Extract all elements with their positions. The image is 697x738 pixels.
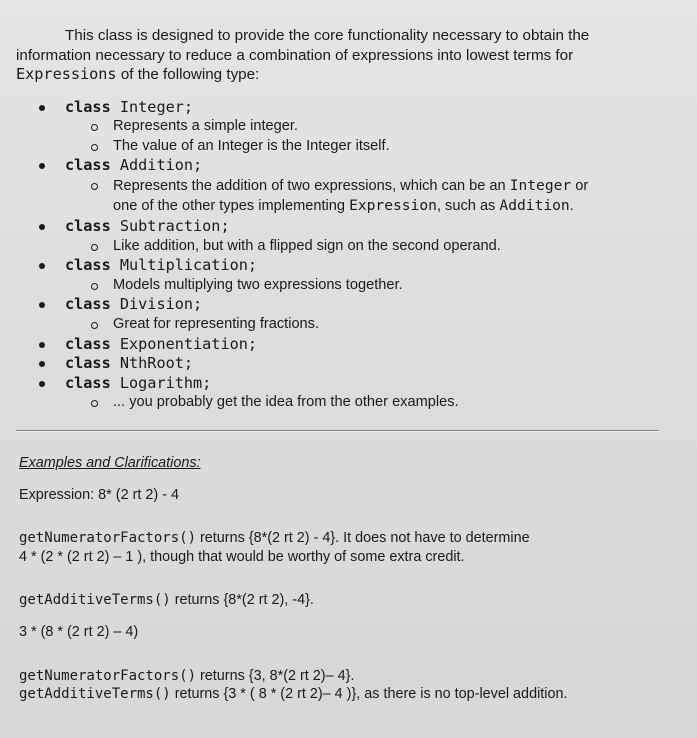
expression-2-line: 3 * (8 * (2 rt 2) – 4) bbox=[19, 623, 139, 640]
sub-item bbox=[65, 137, 677, 157]
method-name: getNumeratorFactors() bbox=[19, 667, 197, 684]
method-name: getAdditiveTerms() bbox=[19, 592, 171, 609]
class-keyword: class bbox=[65, 373, 111, 392]
example-1-line-1 bbox=[19, 529, 677, 548]
circle-bullet-icon bbox=[91, 124, 98, 131]
sub-item-text: Represents the addition of two expressions, which can be an bbox=[113, 177, 510, 194]
sub-item bbox=[65, 315, 677, 335]
class-name: Logarithm; bbox=[119, 373, 212, 392]
examples-section bbox=[16, 454, 677, 704]
sub-item-text: The value of an Integer is the Integer itself. bbox=[113, 137, 390, 154]
sub-item bbox=[65, 176, 677, 217]
class-item-integer bbox=[16, 98, 677, 157]
bullet-icon bbox=[39, 381, 45, 387]
expression-code: Expression bbox=[349, 197, 437, 215]
sub-item bbox=[65, 276, 677, 296]
example-text: returns {3, 8*(2 rt 2)– 4}. bbox=[196, 667, 355, 684]
class-keyword: class bbox=[65, 256, 111, 275]
bullet-icon bbox=[39, 361, 45, 367]
sub-item-text: Models multiplying two expressions together. bbox=[113, 276, 403, 293]
class-item-exponentiation bbox=[16, 335, 677, 355]
examples-heading: Examples and Clarifications: bbox=[19, 455, 201, 471]
circle-bullet-icon bbox=[91, 244, 98, 251]
sub-item-text: ... you probably get the idea from the other examples. bbox=[113, 394, 459, 411]
circle-bullet-icon bbox=[91, 144, 98, 151]
example-text: returns {8*(2 rt 2), -4}. bbox=[170, 592, 314, 609]
class-keyword: class bbox=[65, 217, 111, 236]
circle-bullet-icon bbox=[91, 183, 98, 190]
sub-item-text: Great for representing fractions. bbox=[113, 316, 320, 333]
sub-item bbox=[65, 393, 677, 413]
addition-code: Addition bbox=[499, 197, 570, 215]
class-name: Subtraction; bbox=[119, 217, 230, 236]
sub-item-text: Represents a simple integer. bbox=[113, 118, 298, 135]
intro-paragraph bbox=[16, 26, 677, 85]
class-name: NthRoot; bbox=[119, 354, 194, 373]
class-name: Addition; bbox=[119, 156, 203, 175]
class-item-logarithm bbox=[16, 374, 677, 413]
bullet-icon bbox=[39, 263, 45, 269]
circle-bullet-icon bbox=[91, 400, 98, 407]
class-keyword: class bbox=[65, 354, 111, 373]
cont-end: . bbox=[569, 198, 574, 215]
class-item-multiplication bbox=[16, 256, 677, 295]
class-name: Multiplication; bbox=[119, 256, 258, 275]
sub-list bbox=[65, 276, 677, 296]
class-list bbox=[16, 98, 677, 414]
intro-line-3-text: of the following type: bbox=[116, 66, 260, 83]
class-name: Integer; bbox=[119, 97, 194, 116]
class-keyword: class bbox=[65, 97, 111, 116]
sub-list bbox=[65, 176, 677, 217]
sub-list bbox=[65, 237, 677, 257]
example-4-line bbox=[19, 685, 677, 704]
sub-item-text: Like addition, but with a flipped sign on the second operand. bbox=[113, 237, 501, 254]
method-name: getNumeratorFactors() bbox=[19, 530, 197, 547]
expressions-code: Expressions bbox=[16, 65, 117, 83]
bullet-icon bbox=[39, 224, 45, 230]
horizontal-rule bbox=[16, 430, 659, 432]
class-name: Division; bbox=[119, 295, 203, 314]
sub-list bbox=[65, 393, 677, 413]
sub-item-continuation bbox=[113, 196, 677, 217]
example-1-line-2: 4 * (2 * (2 rt 2) – 1 ), though that would be worthy of some extra credit. bbox=[19, 548, 465, 565]
bullet-icon bbox=[39, 105, 45, 111]
circle-bullet-icon bbox=[91, 283, 98, 290]
class-item-nthroot bbox=[16, 354, 677, 374]
bullet-icon bbox=[39, 163, 45, 169]
circle-bullet-icon bbox=[91, 322, 98, 329]
sub-list bbox=[65, 117, 677, 156]
bullet-icon bbox=[39, 342, 45, 348]
intro-line-3 bbox=[16, 65, 677, 85]
method-name: getAdditiveTerms() bbox=[19, 686, 171, 703]
cont-mid: , such as bbox=[436, 198, 500, 215]
class-item-subtraction bbox=[16, 217, 677, 256]
sub-item-text-after: or bbox=[571, 177, 589, 194]
class-keyword: class bbox=[65, 334, 111, 353]
class-keyword: class bbox=[65, 156, 111, 175]
expression-line: Expression: 8* (2 rt 2) - 4 bbox=[19, 486, 179, 503]
example-text: returns {8*(2 rt 2) - 4}. It does not have to determine bbox=[196, 530, 530, 547]
sub-list bbox=[65, 315, 677, 335]
example-3-line bbox=[19, 667, 677, 686]
class-item-addition bbox=[16, 156, 677, 217]
intro-line-2: information necessary to reduce a combination of expressions into lowest terms for bbox=[16, 46, 574, 64]
example-text: returns {3 * ( 8 * (2 rt 2)– 4 )}, as there is no top-level addition. bbox=[170, 686, 568, 703]
example-2-line bbox=[19, 591, 677, 610]
sub-item bbox=[65, 117, 677, 137]
intro-line-1: This class is designed to provide the core functionality necessary to obtain the bbox=[65, 27, 590, 44]
class-name: Exponentiation; bbox=[119, 334, 258, 353]
cont-pre: one of the other types implementing bbox=[113, 198, 350, 215]
bullet-icon bbox=[39, 302, 45, 308]
integer-code: Integer bbox=[509, 176, 572, 194]
class-keyword: class bbox=[65, 295, 111, 314]
sub-item bbox=[65, 237, 677, 257]
class-item-division bbox=[16, 295, 677, 334]
